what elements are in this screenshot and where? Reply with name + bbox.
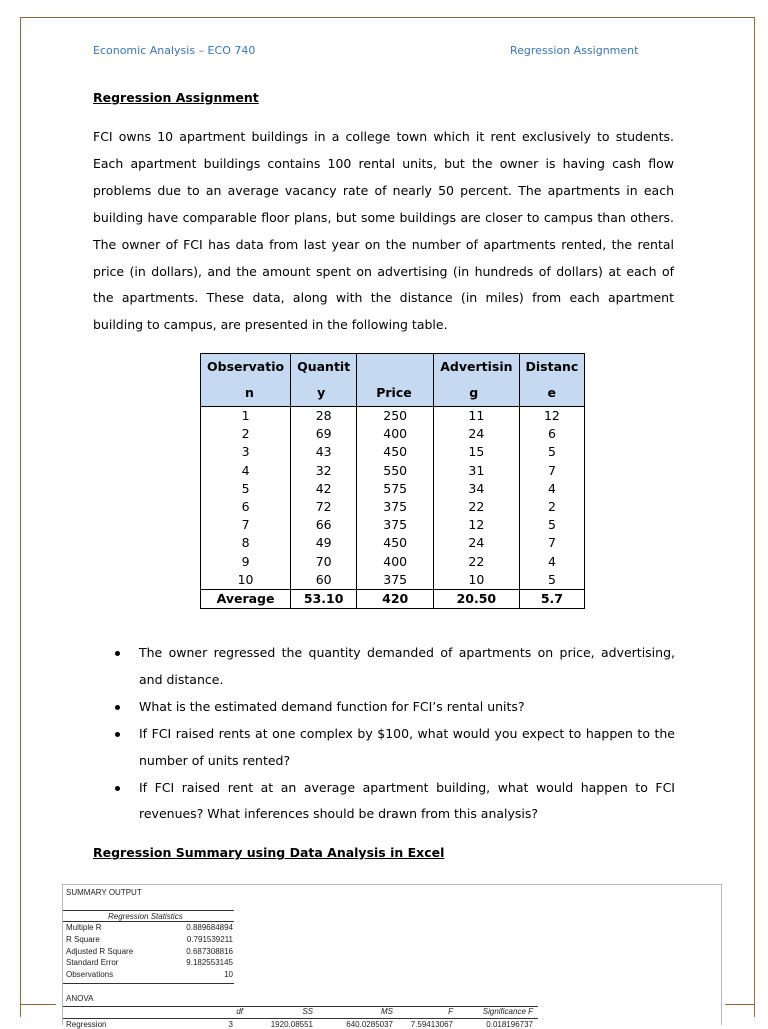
bullet-text: The owner regressed the quantity demanded of apartments on price, advertising, and distance. xyxy=(139,645,675,687)
table-cell: 6 xyxy=(519,425,585,443)
table-cell: 400 xyxy=(357,553,434,571)
table-row xyxy=(201,462,585,480)
anova-header: MS xyxy=(381,1007,393,1016)
average-cell: 20.50 xyxy=(434,589,519,608)
table-cell: 7 xyxy=(519,534,585,552)
stat-label: Multiple R xyxy=(66,923,102,932)
table-cell: 2 xyxy=(201,425,291,443)
average-cell: 53.10 xyxy=(291,589,357,608)
anova-cell: 3 xyxy=(228,1020,233,1029)
anova-title: ANOVA xyxy=(66,994,94,1003)
average-cell: 5.7 xyxy=(519,589,585,608)
table-cell: 31 xyxy=(434,462,519,480)
stat-label: Standard Error xyxy=(66,958,119,968)
table-cell: 8 xyxy=(201,534,291,552)
table-row xyxy=(201,516,585,534)
bullet-icon xyxy=(115,732,120,737)
table-cell: 4 xyxy=(519,480,585,498)
table-cell: 69 xyxy=(291,425,357,443)
table-cell: 12 xyxy=(519,407,585,426)
table-cell: 7 xyxy=(519,462,585,480)
anova-header: SS xyxy=(302,1007,313,1016)
table-cell: 1 xyxy=(201,407,291,426)
list-item xyxy=(115,775,675,829)
table-cell: 11 xyxy=(434,407,519,426)
anova-cell: 0.018196737 xyxy=(486,1020,533,1029)
table-cell: 43 xyxy=(291,443,357,461)
regression-stats-title: Regression Statistics xyxy=(108,912,183,921)
col-price: Price xyxy=(357,354,434,407)
table-cell: 10 xyxy=(434,571,519,590)
stat-value: 9.182553145 xyxy=(186,958,233,968)
anova-header: df xyxy=(236,1007,243,1016)
table-header-row xyxy=(201,354,585,407)
table-cell: 70 xyxy=(291,553,357,571)
table-cell: 575 xyxy=(357,480,434,498)
table-cell: 60 xyxy=(291,571,357,590)
table-row xyxy=(201,571,585,590)
anova-header-rule xyxy=(63,1018,538,1019)
bullet-icon xyxy=(115,651,120,656)
table-cell: 550 xyxy=(357,462,434,480)
table-cell: 24 xyxy=(434,534,519,552)
col-observation: Observatio n xyxy=(201,354,291,407)
excel-summary-output xyxy=(62,884,722,1029)
table-cell: 24 xyxy=(434,425,519,443)
anova-cell: Regression xyxy=(66,1020,107,1029)
bullet-icon xyxy=(115,786,120,791)
page-border-bottom-right xyxy=(725,1004,755,1005)
stats-header-rule xyxy=(63,921,234,922)
col-quantity: Quantit y xyxy=(291,354,357,407)
anova-header: Significance F xyxy=(482,1007,533,1016)
table-cell: 375 xyxy=(357,516,434,534)
table-cell: 42 xyxy=(291,480,357,498)
question-list xyxy=(115,640,675,828)
table-cell: 450 xyxy=(357,443,434,461)
table-cell: 34 xyxy=(434,480,519,498)
regression-heading: Regression Summary using Data Analysis in Excel xyxy=(93,845,445,860)
intro-paragraph: FCI owns 10 apartment buildings in a college town which it rent exclusively to students. Each apartment buildings contains 100 rental units, but the owner is having cash flow problems due to an average vacancy rate of nearly 50 percent. The apartments in each building have comparable floor plans, but some buildings are closer to campus than others. The owner of FCI has data from last year on the number of apartments rented, the rental price (in dollars), and the amount spent on advertising (in hundreds of dollars) at each of the apartments. These data, along with the distance (in miles) from each apartment building to campus, are presented in the following table. xyxy=(93,129,674,333)
table-cell: 375 xyxy=(357,498,434,516)
stat-value: 0.791539211 xyxy=(186,934,233,944)
stat-label: R Square xyxy=(66,934,100,944)
table-cell: 12 xyxy=(434,516,519,534)
table-cell: 32 xyxy=(291,462,357,480)
anova-header: F xyxy=(448,1007,453,1016)
average-cell: 420 xyxy=(357,589,434,608)
bullet-text: If FCI raised rent at an average apartment building, what would happen to FCI revenues? What inferences should be drawn from this analysis? xyxy=(139,779,675,822)
table-cell: 250 xyxy=(357,407,434,426)
table-cell: 450 xyxy=(357,534,434,552)
table-cell: 10 xyxy=(201,571,291,590)
table-cell: 28 xyxy=(291,407,357,426)
table-cell: 5 xyxy=(519,516,585,534)
table-row xyxy=(201,553,585,571)
table-row xyxy=(201,480,585,498)
table-cell: 2 xyxy=(519,498,585,516)
page-border-bottom-left xyxy=(20,1004,56,1005)
col-distance: Distanc e xyxy=(519,354,585,407)
table-cell: 375 xyxy=(357,571,434,590)
anova-cell: 1920.08551 xyxy=(270,1020,313,1029)
stat-value: 0.687308816 xyxy=(186,946,233,956)
bullet-text: What is the estimated demand function for FCI’s rental units? xyxy=(139,698,525,714)
stat-label: Observations xyxy=(66,970,114,980)
header-course: Economic Analysis – ECO 740 xyxy=(93,44,256,57)
table-cell: 66 xyxy=(291,516,357,534)
table-row xyxy=(201,443,585,461)
col-advertising: Advertisin g xyxy=(434,354,519,407)
table-cell: 9 xyxy=(201,553,291,571)
table-row xyxy=(201,407,585,426)
list-item xyxy=(115,721,675,775)
table-cell: 4 xyxy=(201,462,291,480)
table-cell: 400 xyxy=(357,425,434,443)
table-cell: 7 xyxy=(201,516,291,534)
table-cell: 22 xyxy=(434,498,519,516)
list-item xyxy=(115,640,675,694)
stat-value: 0.889684894 xyxy=(186,923,233,932)
table-row xyxy=(201,498,585,516)
bullet-text: If FCI raised rents at one complex by $100, what would you expect to happen to the number of units rented? xyxy=(139,725,675,768)
stat-value: 10 xyxy=(224,970,233,980)
table-cell: 72 xyxy=(291,498,357,516)
stats-top-rule xyxy=(63,910,234,911)
table-cell: 6 xyxy=(201,498,291,516)
table-row xyxy=(201,425,585,443)
table-cell: 5 xyxy=(519,443,585,461)
table-cell: 3 xyxy=(201,443,291,461)
apartment-data-table xyxy=(200,353,585,609)
summary-output-title: SUMMARY OUTPUT xyxy=(66,888,142,897)
average-cell: Average xyxy=(201,589,291,608)
table-cell: 5 xyxy=(519,571,585,590)
table-cell: 15 xyxy=(434,443,519,461)
stats-bottom-rule xyxy=(63,983,234,984)
table-cell: 22 xyxy=(434,553,519,571)
table-row xyxy=(201,534,585,552)
table-cell: 49 xyxy=(291,534,357,552)
anova-cell: 640.0285037 xyxy=(346,1020,393,1029)
anova-cell: 7.59413067 xyxy=(410,1020,453,1029)
stat-label: Adjusted R Square xyxy=(66,946,134,956)
list-item xyxy=(115,694,675,721)
bullet-icon xyxy=(115,705,120,710)
header-doc-title: Regression Assignment xyxy=(510,44,639,57)
table-cell: 5 xyxy=(201,480,291,498)
table-cell: 4 xyxy=(519,553,585,571)
table-average-row xyxy=(201,589,585,608)
page-title: Regression Assignment xyxy=(93,90,259,105)
